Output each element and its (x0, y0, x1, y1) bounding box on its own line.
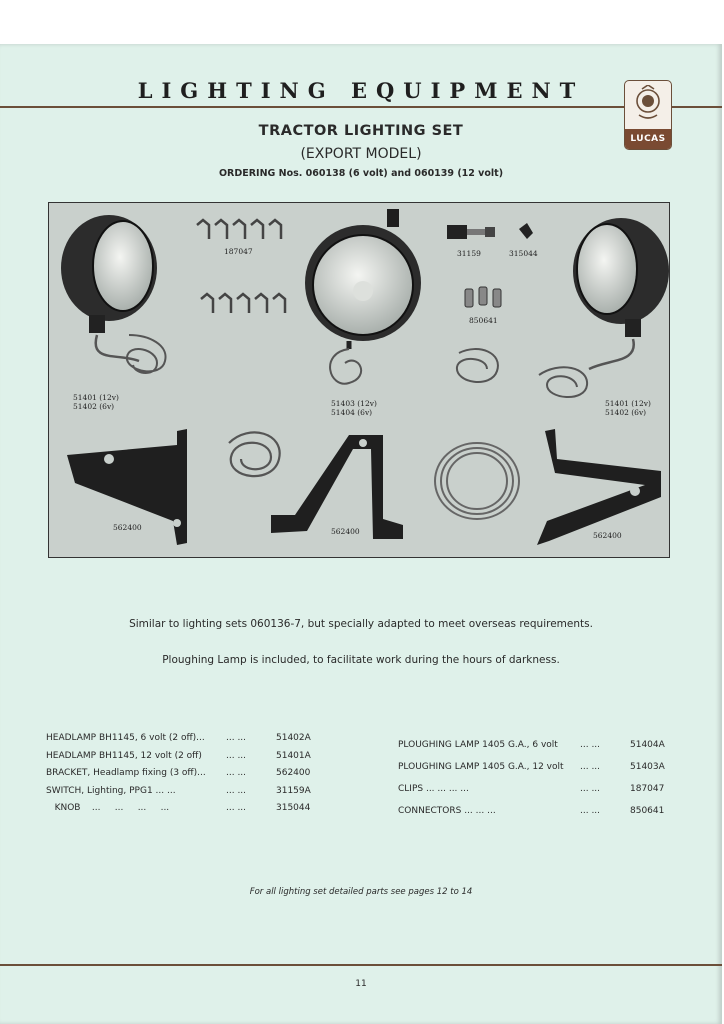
wire-loop-icon (457, 349, 498, 382)
label-knob: 315044 (509, 249, 538, 258)
footnote: For all lighting set detailed parts see pages 12 to 14 (249, 887, 473, 897)
bracket-mid-icon (271, 435, 403, 539)
lucas-logo (624, 80, 672, 150)
footer-rule (0, 964, 722, 966)
connectors-icon (465, 287, 501, 307)
set-subtitle: (EXPORT MODEL) (300, 146, 422, 162)
headlamp-right-icon (539, 218, 669, 397)
label-headlamp-right-12v: 51401 (12v) (605, 399, 651, 408)
label-headlamp-left-6v: 51402 (6v) (73, 402, 115, 411)
label-switch: 31159 (457, 249, 481, 258)
set-title: TRACTOR LIGHTING SET (258, 123, 464, 139)
label-bracket-right: 562400 (593, 531, 622, 540)
parts-list-left (46, 730, 346, 818)
lucas-wordmark: LUCAS (625, 129, 671, 149)
parts-row: PLOUGHING LAMP 1405 G.A., 6 volt ... ... 51404A (398, 740, 665, 750)
parts-row: HEADLAMP BH1145, 12 volt (2 off) ... ... 51401A (46, 750, 311, 761)
section-title: LIGHTING EQUIPMENT (137, 78, 585, 103)
label-bracket-left: 562400 (113, 523, 142, 532)
parts-illustration (49, 203, 669, 557)
ploughing-lamp-icon (305, 209, 421, 384)
label-headlamp-right-6v: 51402 (6v) (605, 408, 647, 417)
parts-row: CLIPS ... ... ... ... ... ... 187047 (398, 784, 665, 794)
ordering-numbers: ORDERING Nos. 060138 (6 volt) and 060139 (12 volt) (218, 168, 504, 179)
label-plough-6v: 51404 (6v) (331, 408, 373, 417)
clips-icon (197, 220, 281, 239)
parts-row: SWITCH, Lighting, PPG1 ... ... ... ... 31159A (46, 785, 311, 796)
label-connectors: 850641 (469, 316, 498, 325)
lucas-emblem-icon (633, 85, 663, 123)
description-line-2: Ploughing Lamp is included, to facilitate work during the hours of darkness. (162, 654, 560, 666)
parts-row: CONNECTORS ... ... ... ... ... 850641 (398, 806, 665, 816)
parts-row: PLOUGHING LAMP 1405 G.A., 12 volt ... ... 51403A (398, 762, 665, 772)
long-cable-icon (435, 443, 519, 519)
parts-row: BRACKET, Headlamp fixing (3 off)... ... ... 562400 (46, 768, 311, 779)
clips-lower-icon (201, 294, 285, 313)
label-headlamp-left-12v: 51401 (12v) (73, 393, 119, 402)
catalogue-page (0, 44, 722, 1024)
page-number: 11 (355, 979, 367, 989)
description-line-1: Similar to lighting sets 060136-7, but specially adapted to meet overseas requirements. (129, 618, 593, 630)
parts-list-right (398, 734, 698, 822)
parts-row: HEADLAMP BH1145, 6 volt (2 off)... ... ... 51402A (46, 733, 311, 743)
parts-row: KNOB ... ... ... ... ... ... 315044 (46, 803, 311, 814)
label-plough-12v: 51403 (12v) (331, 399, 377, 408)
coiled-cable-icon (229, 432, 280, 476)
bracket-right-icon (537, 429, 661, 545)
headlamp-left-icon (61, 215, 166, 373)
knob-icon (519, 223, 533, 239)
label-clips: 187047 (224, 247, 253, 256)
switch-icon (447, 225, 495, 239)
header-rule (0, 106, 722, 108)
label-bracket-mid: 562400 (331, 527, 360, 536)
parts-photograph (48, 202, 670, 558)
